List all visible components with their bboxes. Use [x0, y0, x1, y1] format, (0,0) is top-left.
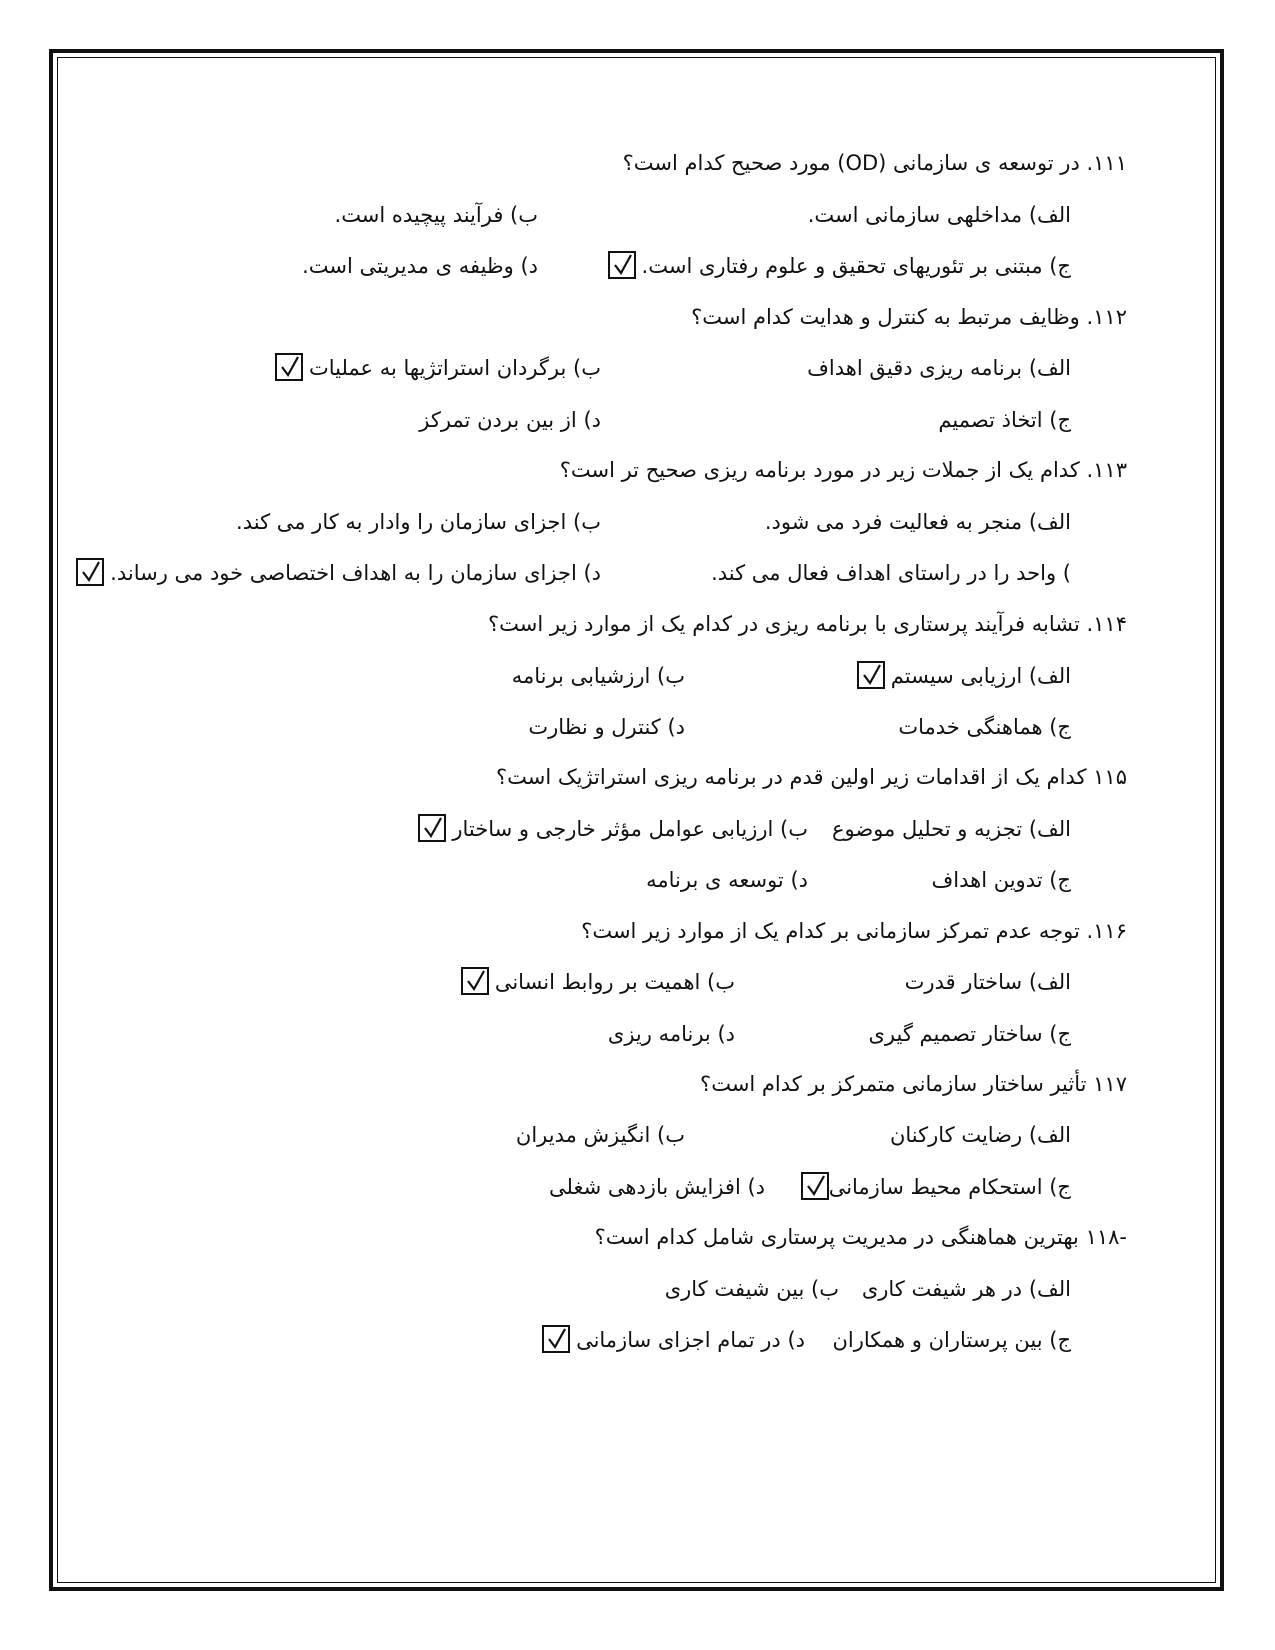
- checkmark-icon: [857, 661, 885, 689]
- option-112-d: د) از بین بردن تمرکز: [419, 408, 601, 432]
- question-116: ۱۱۶. توجه عدم تمرکز سازمانی بر کدام یک از موارد زیر است؟: [581, 919, 1127, 943]
- checkmark-icon: [542, 1325, 570, 1353]
- option-115-a: الف) تجزیه و تحلیل موضوع: [832, 817, 1071, 841]
- option-117-b: ب) انگیزش مدیران: [515, 1123, 685, 1147]
- option-112-b: [269, 348, 601, 388]
- option-114-c: ج) هماهنگی خدمات: [898, 715, 1071, 739]
- checkmark-icon: [461, 967, 489, 995]
- option-113-b: ب) اجزای سازمان را وادار به کار می کند.: [236, 510, 601, 534]
- option-115-c: ج) تدوین اهداف: [931, 868, 1071, 892]
- option-117-a: الف) رضایت کارکنان: [889, 1123, 1071, 1147]
- option-115-b: [412, 809, 808, 849]
- option-114-b: ب) ارزشیابی برنامه: [511, 664, 685, 688]
- option-111-d: د) وظیفه ی مدیریتی است.: [302, 254, 538, 278]
- checkmark-icon: [76, 558, 104, 586]
- option-111-a: الف) مداخلهی سازمانی است.: [807, 203, 1071, 227]
- question-111: ۱۱۱. در توسعه ی سازمانی (OD) مورد صحیح کدام است؟: [622, 151, 1127, 175]
- checkmark-icon: [608, 251, 636, 279]
- option-118-b: ب) بین شیفت کاری: [664, 1277, 839, 1301]
- option-113-a: الف) منجر به فعالیت فرد می شود.: [764, 510, 1071, 534]
- option-118-c: ج) بین پرستاران و همکاران: [832, 1328, 1071, 1352]
- option-118-d-label: د) در تمام اجزای سازمانی: [576, 1328, 805, 1352]
- option-117-d: د) افزایش بازدهی شغلی: [549, 1175, 765, 1199]
- option-111-c: [602, 246, 1071, 286]
- option-117-c-label: ج) استحکام محیط سازمانی: [828, 1175, 1071, 1199]
- option-116-a: الف) ساختار قدرت: [904, 970, 1071, 994]
- option-116-d: د) برنامه ریزی: [607, 1022, 735, 1046]
- option-116-c: ج) ساختار تصمیم گیری: [868, 1022, 1071, 1046]
- option-112-a: الف) برنامه ریزی دقیق اهداف: [807, 356, 1071, 380]
- option-113-d-label: د) اجزای سازمان را به اهداف اختصاصی خود می رساند.: [110, 561, 601, 585]
- checkmark-icon: [418, 814, 446, 842]
- checkmark-icon: [275, 353, 303, 381]
- option-118-d: [536, 1320, 805, 1360]
- option-111-b: ب) فرآیند پیچیده است.: [334, 203, 538, 227]
- option-116-b: [455, 962, 735, 1002]
- question-112: ۱۱۲. وظایف مرتبط به کنترل و هدایت کدام است؟: [691, 305, 1127, 329]
- option-114-a: [851, 656, 1071, 696]
- option-113-c: ) واحد را در راستای اهداف فعال می کند.: [711, 561, 1071, 585]
- option-111-c-label: ج) مبتنی بر تئوریهای تحقیق و علوم رفتاری است.: [641, 254, 1071, 278]
- option-118-a: الف) در هر شیفت کاری: [861, 1277, 1071, 1301]
- option-115-b-label: ب) ارزیابی عوامل مؤثر خارجی و ساختار: [452, 817, 808, 841]
- option-113-d: [70, 553, 601, 593]
- option-114-d: د) کنترل و نظارت: [528, 715, 685, 739]
- checkmark-icon: [801, 1172, 829, 1200]
- option-115-d: د) توسعه ی برنامه: [646, 868, 808, 892]
- option-116-b-label: ب) اهمیت بر روابط انسانی: [494, 970, 735, 994]
- option-117-c: [795, 1167, 1071, 1207]
- question-114: ۱۱۴. تشابه فرآیند پرستاری با برنامه ریزی در کدام یک از موارد زیر است؟: [488, 612, 1127, 636]
- option-112-c: ج) اتخاذ تصمیم: [938, 408, 1071, 432]
- question-113: ۱۱۳. کدام یک از جملات زیر در مورد برنامه ریزی صحیح تر است؟: [559, 458, 1127, 482]
- option-114-a-label: الف) ارزیابی سیستم: [890, 664, 1071, 688]
- question-117: ۱۱۷ تأثیر ساختار سازمانی متمرکز بر کدام است؟: [700, 1072, 1127, 1096]
- option-112-b-label: ب) برگردان استراتژیها به عملیات: [308, 356, 601, 380]
- question-118: -۱۱۸ بهترین هماهنگی در مدیریت پرستاری شامل کدام است؟: [594, 1225, 1127, 1249]
- question-115: ۱۱۵ کدام یک از اقدامات زیر اولین قدم در برنامه ریزی استراتژیک است؟: [495, 765, 1127, 789]
